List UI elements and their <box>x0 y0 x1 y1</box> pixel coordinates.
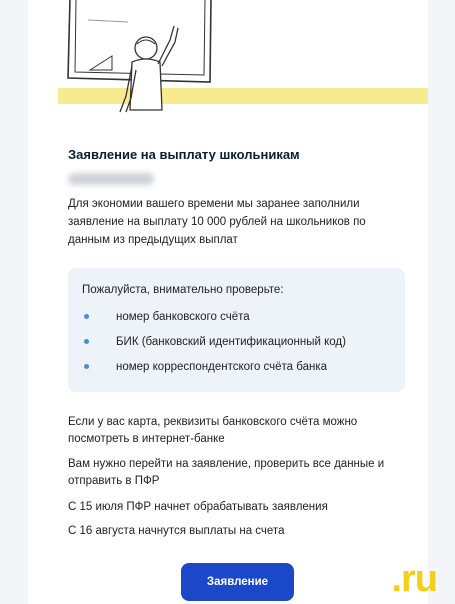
paragraph-processing-date: С 15 июля ПФР начнет обрабатывать заявления <box>68 501 328 513</box>
email-title: Заявление на выплату школьникам <box>68 147 300 162</box>
site-watermark: .ru <box>391 558 437 600</box>
paragraph-next-step: Вам нужно перейти на заявление, проверить все данные и отправить в ПФР <box>68 458 385 487</box>
bullet-icon <box>84 364 89 369</box>
check-lead: Пожалуйста, внимательно проверьте: <box>82 284 284 296</box>
list-item: номер корреспондентского счёта банка <box>82 358 346 383</box>
intro-text: Для экономии вашего времени мы заранее заполнили заявление на выплату 10 000 рублей на школьников по данным из предыдущих выплат <box>68 198 366 246</box>
list-item: БИК (банковский идентификационный код) <box>82 333 346 358</box>
application-button[interactable]: Заявление <box>181 563 294 601</box>
check-details-panel <box>68 268 405 392</box>
paragraph-card-details: Если у вас карта, реквизиты банковского счёта можно посмотреть в интернет-банке <box>68 416 358 445</box>
hero-illustration <box>28 0 428 130</box>
bullet-icon <box>84 314 89 319</box>
email-card <box>28 0 428 604</box>
swoosh-decoration <box>270 563 294 601</box>
paragraph-payment-date: С 16 августа начнутся выплаты на счета <box>68 525 285 537</box>
list-item: номер банковского счёта <box>82 308 346 333</box>
redacted-recipient-name <box>68 173 154 185</box>
bullet-icon <box>84 339 89 344</box>
check-list <box>82 308 346 383</box>
